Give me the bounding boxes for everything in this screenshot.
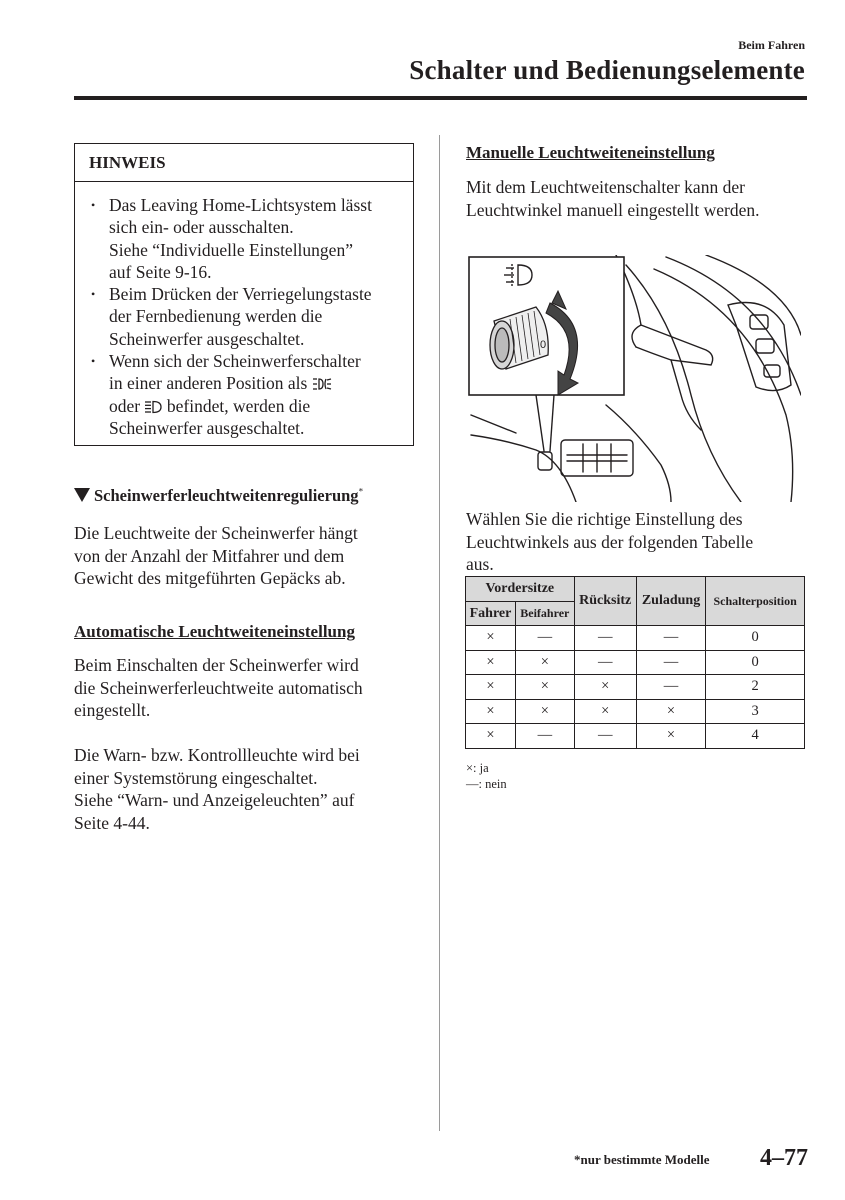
section-intro: Die Leuchtweite der Scheinwerfer hängt von der Anzahl der Mitfahrer und dem Gewicht des mitgeführten Gepäcks ab. <box>74 523 358 588</box>
page-title: Schalter und Bedienungselemente <box>409 55 805 85</box>
column-divider <box>439 135 440 1131</box>
leveling-switch-illustration <box>466 255 801 502</box>
chapter-label: Beim Fahren <box>738 38 805 52</box>
section-title: Scheinwerferleuchtweitenregulierung* <box>74 486 363 506</box>
header-rule <box>74 96 807 100</box>
note-item: • Das Leaving Home-Lichtsystem lässt sich ein- oder ausschalten. Siehe “Individuelle Einstellungen” auf Seite 9-16. <box>89 194 405 283</box>
footnote: *nur bestimmte Modelle <box>574 1152 710 1167</box>
auto-paragraph-1: Beim Einschalten der Scheinwerfer wird die Scheinwerferleuchtweite automatisch eingestellt. <box>74 655 363 720</box>
table-header-load: Zuladung <box>636 577 705 626</box>
parking-light-icon <box>312 377 332 391</box>
table-header-driver: Fahrer <box>466 602 516 626</box>
note-item: • Beim Drücken der Verriegelungstaste der Fernbedienung werden die Scheinwerfer ausgeschaltet. <box>89 283 405 350</box>
manual-paragraph-1: Mit dem Leuchtweitenschalter kann der Leuchtwinkel manuell eingestellt werden. <box>466 177 760 220</box>
note-list <box>75 182 413 439</box>
table-row: × × — — 0 <box>466 650 805 675</box>
note-heading: HINWEIS <box>75 144 413 182</box>
table-row: × — — — 0 <box>466 626 805 651</box>
table-row: × × × — 2 <box>466 675 805 700</box>
table-header-rear: Rücksitz <box>574 577 636 626</box>
note-item: • Wenn sich der Scheinwerferschalter in einer anderen Position als oder befindet, werden die Scheinwerfer ausgeschaltet. <box>89 350 405 439</box>
table-legend: ×: ja —: nein <box>466 761 507 791</box>
model-asterisk: * <box>358 486 364 497</box>
auto-paragraph-2: Die Warn- bzw. Kontrollleuchte wird bei einer Systemstörung eingeschaltet. Siehe “Warn- und Anzeigeleuchten” auf Seite 4-44. <box>74 745 360 833</box>
auto-heading: Automatische Leuchtweiteneinstellung <box>74 622 355 641</box>
manual-paragraph-2: Wählen Sie die richtige Einstellung des Leuchtwinkels aus der folgenden Tabelle aus. <box>466 509 754 574</box>
table-header-passenger: Beifahrer <box>516 602 575 626</box>
table-header-position: Schalterposition <box>706 577 805 626</box>
manual-heading: Manuelle Leuchtweiteneinstellung <box>466 143 715 162</box>
switch-position-table <box>465 576 805 749</box>
table-header-front-seats: Vordersitze <box>466 577 575 602</box>
dial-zero-mark: 0 <box>540 339 547 351</box>
triangle-marker-icon <box>74 488 90 502</box>
headlight-icon <box>144 400 162 414</box>
table-row: × — — × 4 <box>466 724 805 749</box>
note-box <box>74 143 414 446</box>
table-row: × × × × 3 <box>466 699 805 724</box>
page-number: 4–77 <box>760 1145 808 1171</box>
